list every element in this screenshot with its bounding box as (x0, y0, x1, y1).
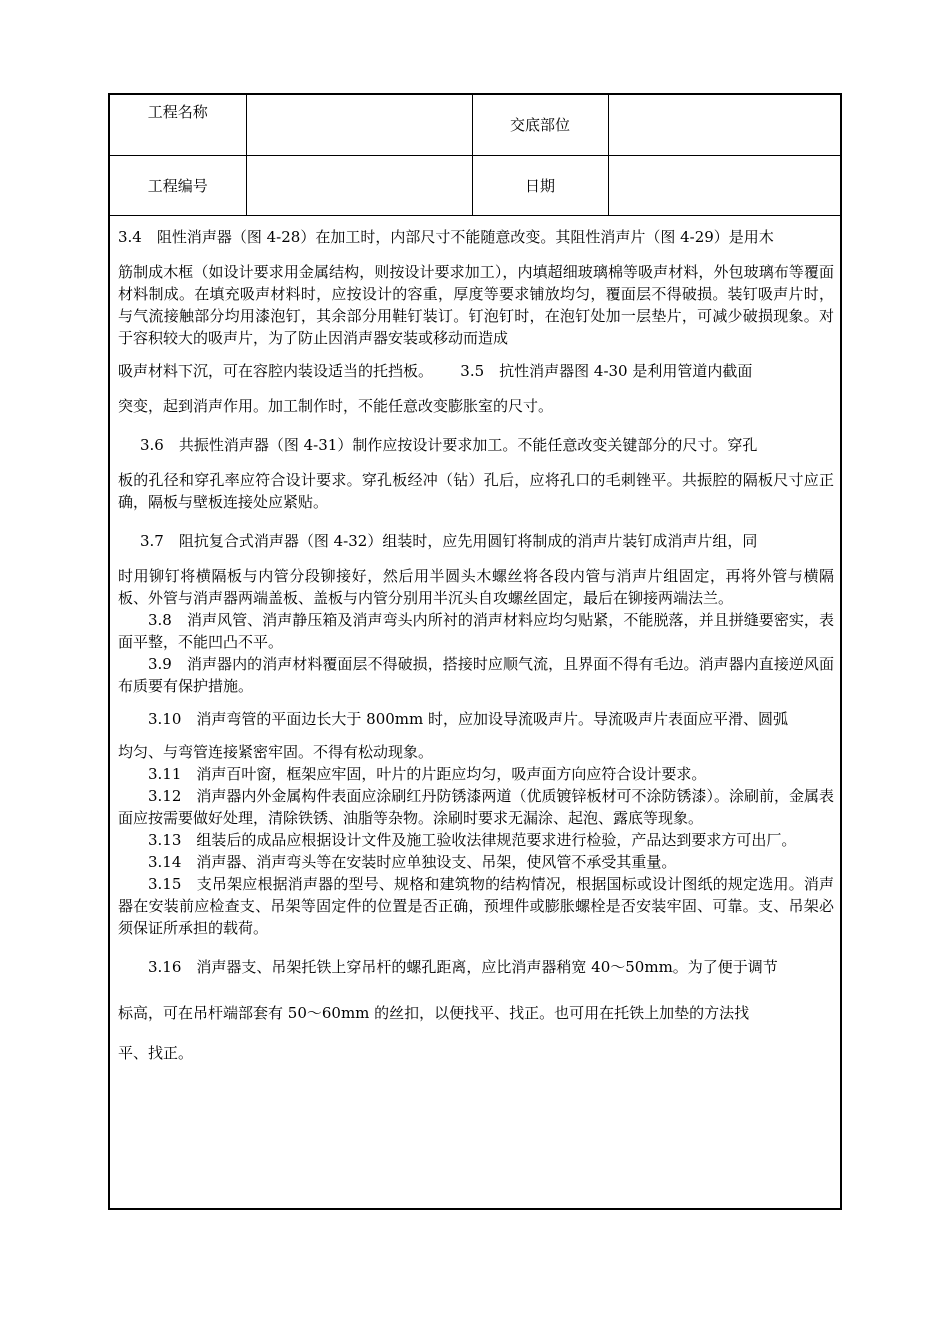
paragraph-3-9: 3.9 消声器内的消声材料覆面层不得破损，搭接时应顺气流，且界面不得有毛边。消声器内直接逆风面布质要有保护措施。 (118, 655, 834, 695)
paragraph-3-14: 3.14 消声器、消声弯头等在安装时应单独设支、吊架，使风管不承受其重量。 (148, 853, 677, 871)
date-label: 日期 (472, 155, 608, 215)
paragraph-3-13: 3.13 组装后的成品应根据设计文件及施工验收法律规范要求进行检验，产品达到要求方可出厂。 (148, 831, 797, 849)
paragraph-3-8: 3.8 消声风管、消声静压箱及消声弯头内所衬的消声材料应均匀贴紧，不能脱落，并且拼缝要密实，表面平整，不能凹凸不平。 (118, 611, 834, 651)
paragraph-3-10-body: 均匀、与弯管连接紧密牢固。不得有松动现象。 (118, 743, 434, 761)
document-sheet (108, 93, 842, 1210)
paragraph-3-10-line1: 3.10 消声弯管的平面边长大于 800mm 时，应加设导流吸声片。导流吸声片表面应平滑、圆弧 (148, 710, 789, 728)
date-value (608, 155, 840, 215)
paragraph-3-16-line3: 平、找正。 (118, 1044, 194, 1062)
project-no-value (246, 155, 472, 215)
paragraph-3-12: 3.12 消声器内外金属构件表面应涂刷红丹防锈漆两道（优质镀锌板材可不涂防锈漆）。涂刷前，金属表面应按需要做好处理，清除铁锈、油脂等杂物。涂刷时要求无漏涂、起泡、露底等现象。 (118, 787, 834, 827)
project-no-label: 工程编号 (110, 155, 246, 215)
header-table (110, 95, 840, 216)
paragraph-3-15: 3.15 支吊架应根据消声器的型号、规格和建筑物的结构情况，根据国标或设计图纸的规定选用。消声器在安装前应检查支、吊架等固定件的位置是否正确，预埋件或膨胀螺栓是否安装牢固、可靠。支、吊架必须保证所承担的载荷。 (118, 875, 834, 937)
paragraph-3-4-tail: 吸声材料下沉，可在容腔内装设适当的托挡板。 3.5 抗性消声器图 4-30 是利用管道内截面 (118, 362, 753, 380)
project-name-label: 工程名称 (110, 95, 246, 155)
location-label: 交底部位 (472, 95, 608, 155)
paragraph-3-4-body: 筋制成木框（如设计要求用金属结构，则按设计要求加工），内填超细玻璃棉等吸声材料，外包玻璃布等覆面材料制成。在填充吸声材料时，应按设计的容重，厚度等要求铺放均匀，覆面层不得破损。装钉吸声片时，与气流接触部分均用漆泡钉，其余部分用鞋钉装订。钉泡钉时，在泡钉处加一层垫片，可减少破损现象。对于容积较大的吸声片，为了防止因消声器安装或移动而造成 (118, 263, 834, 347)
paragraph-3-11: 3.11 消声百叶窗，框架应牢固，叶片的片距应均匀，吸声面方向应符合设计要求。 (148, 765, 707, 783)
paragraph-3-6-line1: 3.6 共振性消声器（图 4-31）制作应按设计要求加工。不能任意改变关键部分的尺寸。穿孔 (140, 436, 758, 454)
paragraph-3-7-body: 时用铆钉将横隔板与内管分段铆接好，然后用半圆头木螺丝将各段内管与消声片组固定，再将外管与横隔板、外管与消声器两端盖板、盖板与内管分别用半沉头自攻螺丝固定，最后在铆接两端法兰。 (118, 567, 834, 607)
paragraph-3-16-line2: 标高，可在吊杆端部套有 50～60mm 的丝扣，以便找平、找正。也可用在托铁上加垫的方法找 (118, 1004, 750, 1022)
disclosure-content (118, 219, 834, 1071)
paragraph-3-7-line1: 3.7 阻抗复合式消声器（图 4-32）组装时，应先用圆钉将制成的消声片装钉成消声片组，同 (140, 532, 758, 550)
paragraph-3-6-body: 板的孔径和穿孔率应符合设计要求。穿孔板经冲（钻）孔后，应将孔口的毛刺锉平。共振腔的隔板尺寸应正确，隔板与壁板连接处应紧贴。 (118, 471, 834, 511)
location-value (608, 95, 840, 155)
header-row-1 (110, 95, 840, 155)
paragraph-3-4-line1: 3.4 阻性消声器（图 4-28）在加工时，内部尺寸不能随意改变。其阻性消声片（图 4-29）是用木 (118, 228, 774, 246)
header-row-2 (110, 155, 840, 215)
project-name-value (246, 95, 472, 155)
paragraph-3-16-line1: 3.16 消声器支、吊架托铁上穿吊杆的螺孔距离，应比消声器稍宽 40～50mm。为了便于调节 (148, 958, 778, 976)
paragraph-3-5-tail: 突变，起到消声作用。加工制作时，不能任意改变膨胀室的尺寸。 (118, 397, 554, 415)
